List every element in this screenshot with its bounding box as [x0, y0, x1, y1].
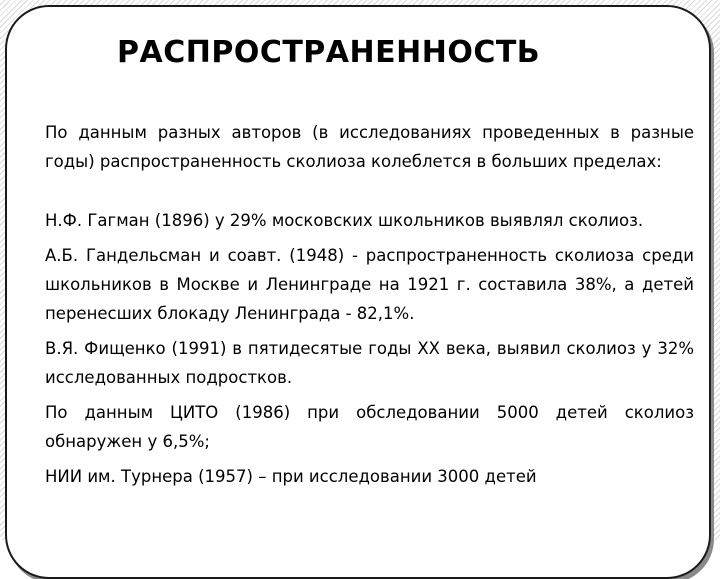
slide-card — [5, 5, 711, 579]
slide-title: РАСПРОСТРАНЕННОСТЬ — [117, 35, 541, 70]
paragraph-turner: НИИ им. Турнера (1957) – при исследовании 3000 детей — [45, 467, 537, 486]
paragraph-gagman: Н.Ф. Гагман (1896) у 29% московских школьников выявлял сколиоз. — [45, 211, 644, 230]
paragraph-cito: По данным ЦИТО (1986) при обследовании 5000 детей сколиоз обнаружен у 6,5%; — [45, 403, 694, 451]
intro-paragraph: По данным разных авторов (в исследованиях проведенных в разные годы) распространенность сколиоза колеблется в больших пределах: — [45, 123, 694, 171]
paragraph-fishchenko: В.Я. Фищенко (1991) в пятидесятые годы XX века, выявил сколиоз у 32% исследованных подростков. — [45, 339, 694, 387]
paragraph-gandelsman: А.Б. Гандельсман и соавт. (1948) - распространенность сколиоза среди школьников в Москве и Ленинграде на 1921 г. составила 38%, а детей перенесших блокаду Ленинграда - 82,1%. — [45, 246, 694, 323]
slide-body — [45, 118, 694, 491]
